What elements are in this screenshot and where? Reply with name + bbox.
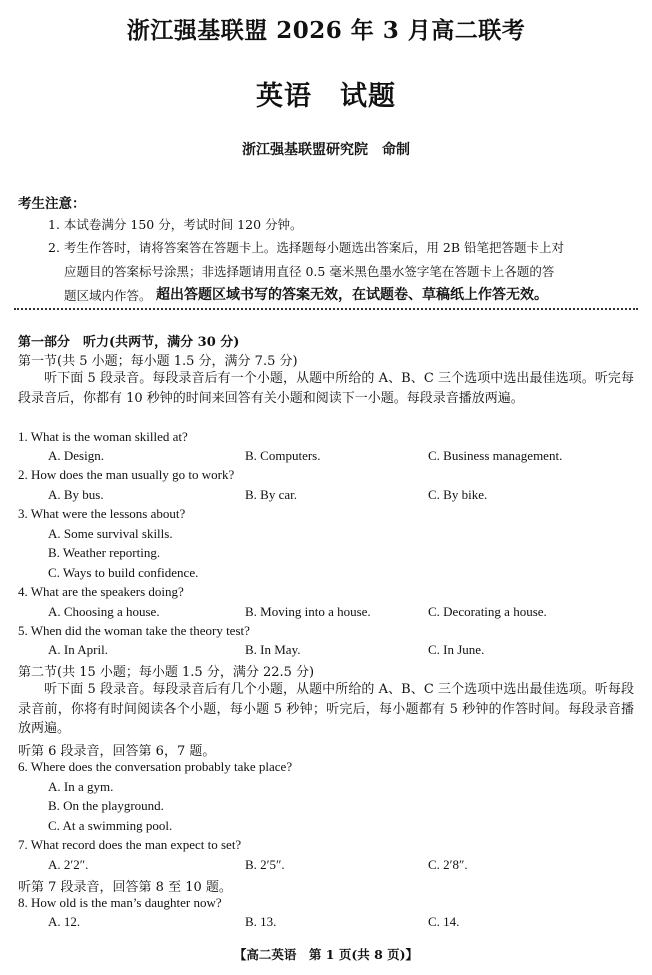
q4-option-b: B. Moving into a house. [245,604,371,619]
question-6: 6. Where does the conversation probably take place? [18,759,293,774]
q8-option-c: C. 14. [428,914,460,929]
q6-option-a: A. In a gym. [48,779,114,794]
q1-option-b: B. Computers. [245,448,321,463]
q1-option-c: C. Business management. [428,448,563,463]
part1-heading: 第一部分 听力(共两节，满分 30 分) [18,335,240,350]
maker-line: 浙江强基联盟研究院 命制 [242,142,410,158]
q7-option-c: C. 2′8″. [428,857,468,872]
q5-option-b: B. In May. [245,642,301,657]
q2-option-c: C. By bike. [428,487,488,502]
exam-title: 浙江强基联盟 2026 年 3 月高二联考 [126,17,526,44]
q8-option-b: B. 13. [245,914,277,929]
page-footer: 【高二英语 第 1 页(共 8 页)】 [233,947,419,962]
subject-title: 英语 试题 [256,81,396,112]
question-5: 5. When did the woman take the theory test? [18,623,250,638]
notice-warning: 超出答题区域书写的答案无效，在试题卷、草稿纸上作答无效。 [156,287,548,303]
q8-option-a: A. 12. [48,914,81,929]
notice-item-2-line-3: 题区域内作答。 [64,288,152,303]
question-4: 4. What are the speakers doing? [18,584,184,599]
notice-item-1: 1. 本试卷满分 150 分，考试时间 120 分钟。 [48,217,303,232]
q7-option-b: B. 2′5″. [245,857,285,872]
q7-option-a: A. 2′2″. [48,857,89,872]
q6-option-b: B. On the playground. [48,798,164,813]
audio-7-instruction: 听第 7 段录音，回答第 8 至 10 题。 [18,880,232,895]
dotted-divider [14,308,638,310]
notice-heading: 考生注意： [18,196,86,212]
section1-instructions: 听下面 5 段录音。每段录音后有一个小题，从题中所给的 A、B、C 三个选项中选出最佳选项。听完每段录音后，你都有 10 秒钟的时间来回答有关小题和阅读下一小题。每段录音播放两遍。 [18,371,634,406]
q2-option-b: B. By car. [245,487,297,502]
q4-option-a: A. Choosing a house. [48,604,160,619]
q1-option-a: A. Design. [48,448,104,463]
section2-instructions: 听下面 5 段录音。每段录音后有几个小题，从题中所给的 A、B、C 三个选项中选出最佳选项。听每段录音前，你将有时间阅读各个小题，每小题 5 秒钟；听完后，每小题都有 5 秒钟的作答时间。每段录音播放两遍。 [18,682,634,736]
q3-option-b: B. Weather reporting. [48,545,161,560]
audio-6-instruction: 听第 6 段录音，回答第 6，7 题。 [18,744,216,759]
question-1: 1. What is the woman skilled at? [18,429,188,444]
question-7: 7. What record does the man expect to set? [18,837,242,852]
q6-option-c: C. At a swimming pool. [48,818,173,833]
notice-item-2-line-1: 2. 考生作答时，请将答案答在答题卡上。选择题每小题选出答案后，用 2B 铅笔把答题卡上对 [48,240,564,255]
q3-option-c: C. Ways to build confidence. [48,565,199,580]
q4-option-c: C. Decorating a house. [428,604,547,619]
question-3: 3. What were the lessons about? [18,506,186,521]
q5-option-a: A. In April. [48,642,108,657]
section1-heading: 第一节(共 5 小题；每小题 1.5 分，满分 7.5 分) [18,354,298,369]
q2-option-a: A. By bus. [48,487,104,502]
section2-heading: 第二节(共 15 小题；每小题 1.5 分，满分 22.5 分) [18,665,315,680]
notice-item-2-line-2: 应题目的答案标号涂黑；非选择题请用直径 0.5 毫米黑色墨水签字笔在答题卡上各题的答 [64,264,555,279]
q5-option-c: C. In June. [428,642,485,657]
question-2: 2. How does the man usually go to work? [18,467,235,482]
question-8: 8. How old is the man’s daughter now? [18,895,222,910]
q3-option-a: A. Some survival skills. [48,526,173,541]
